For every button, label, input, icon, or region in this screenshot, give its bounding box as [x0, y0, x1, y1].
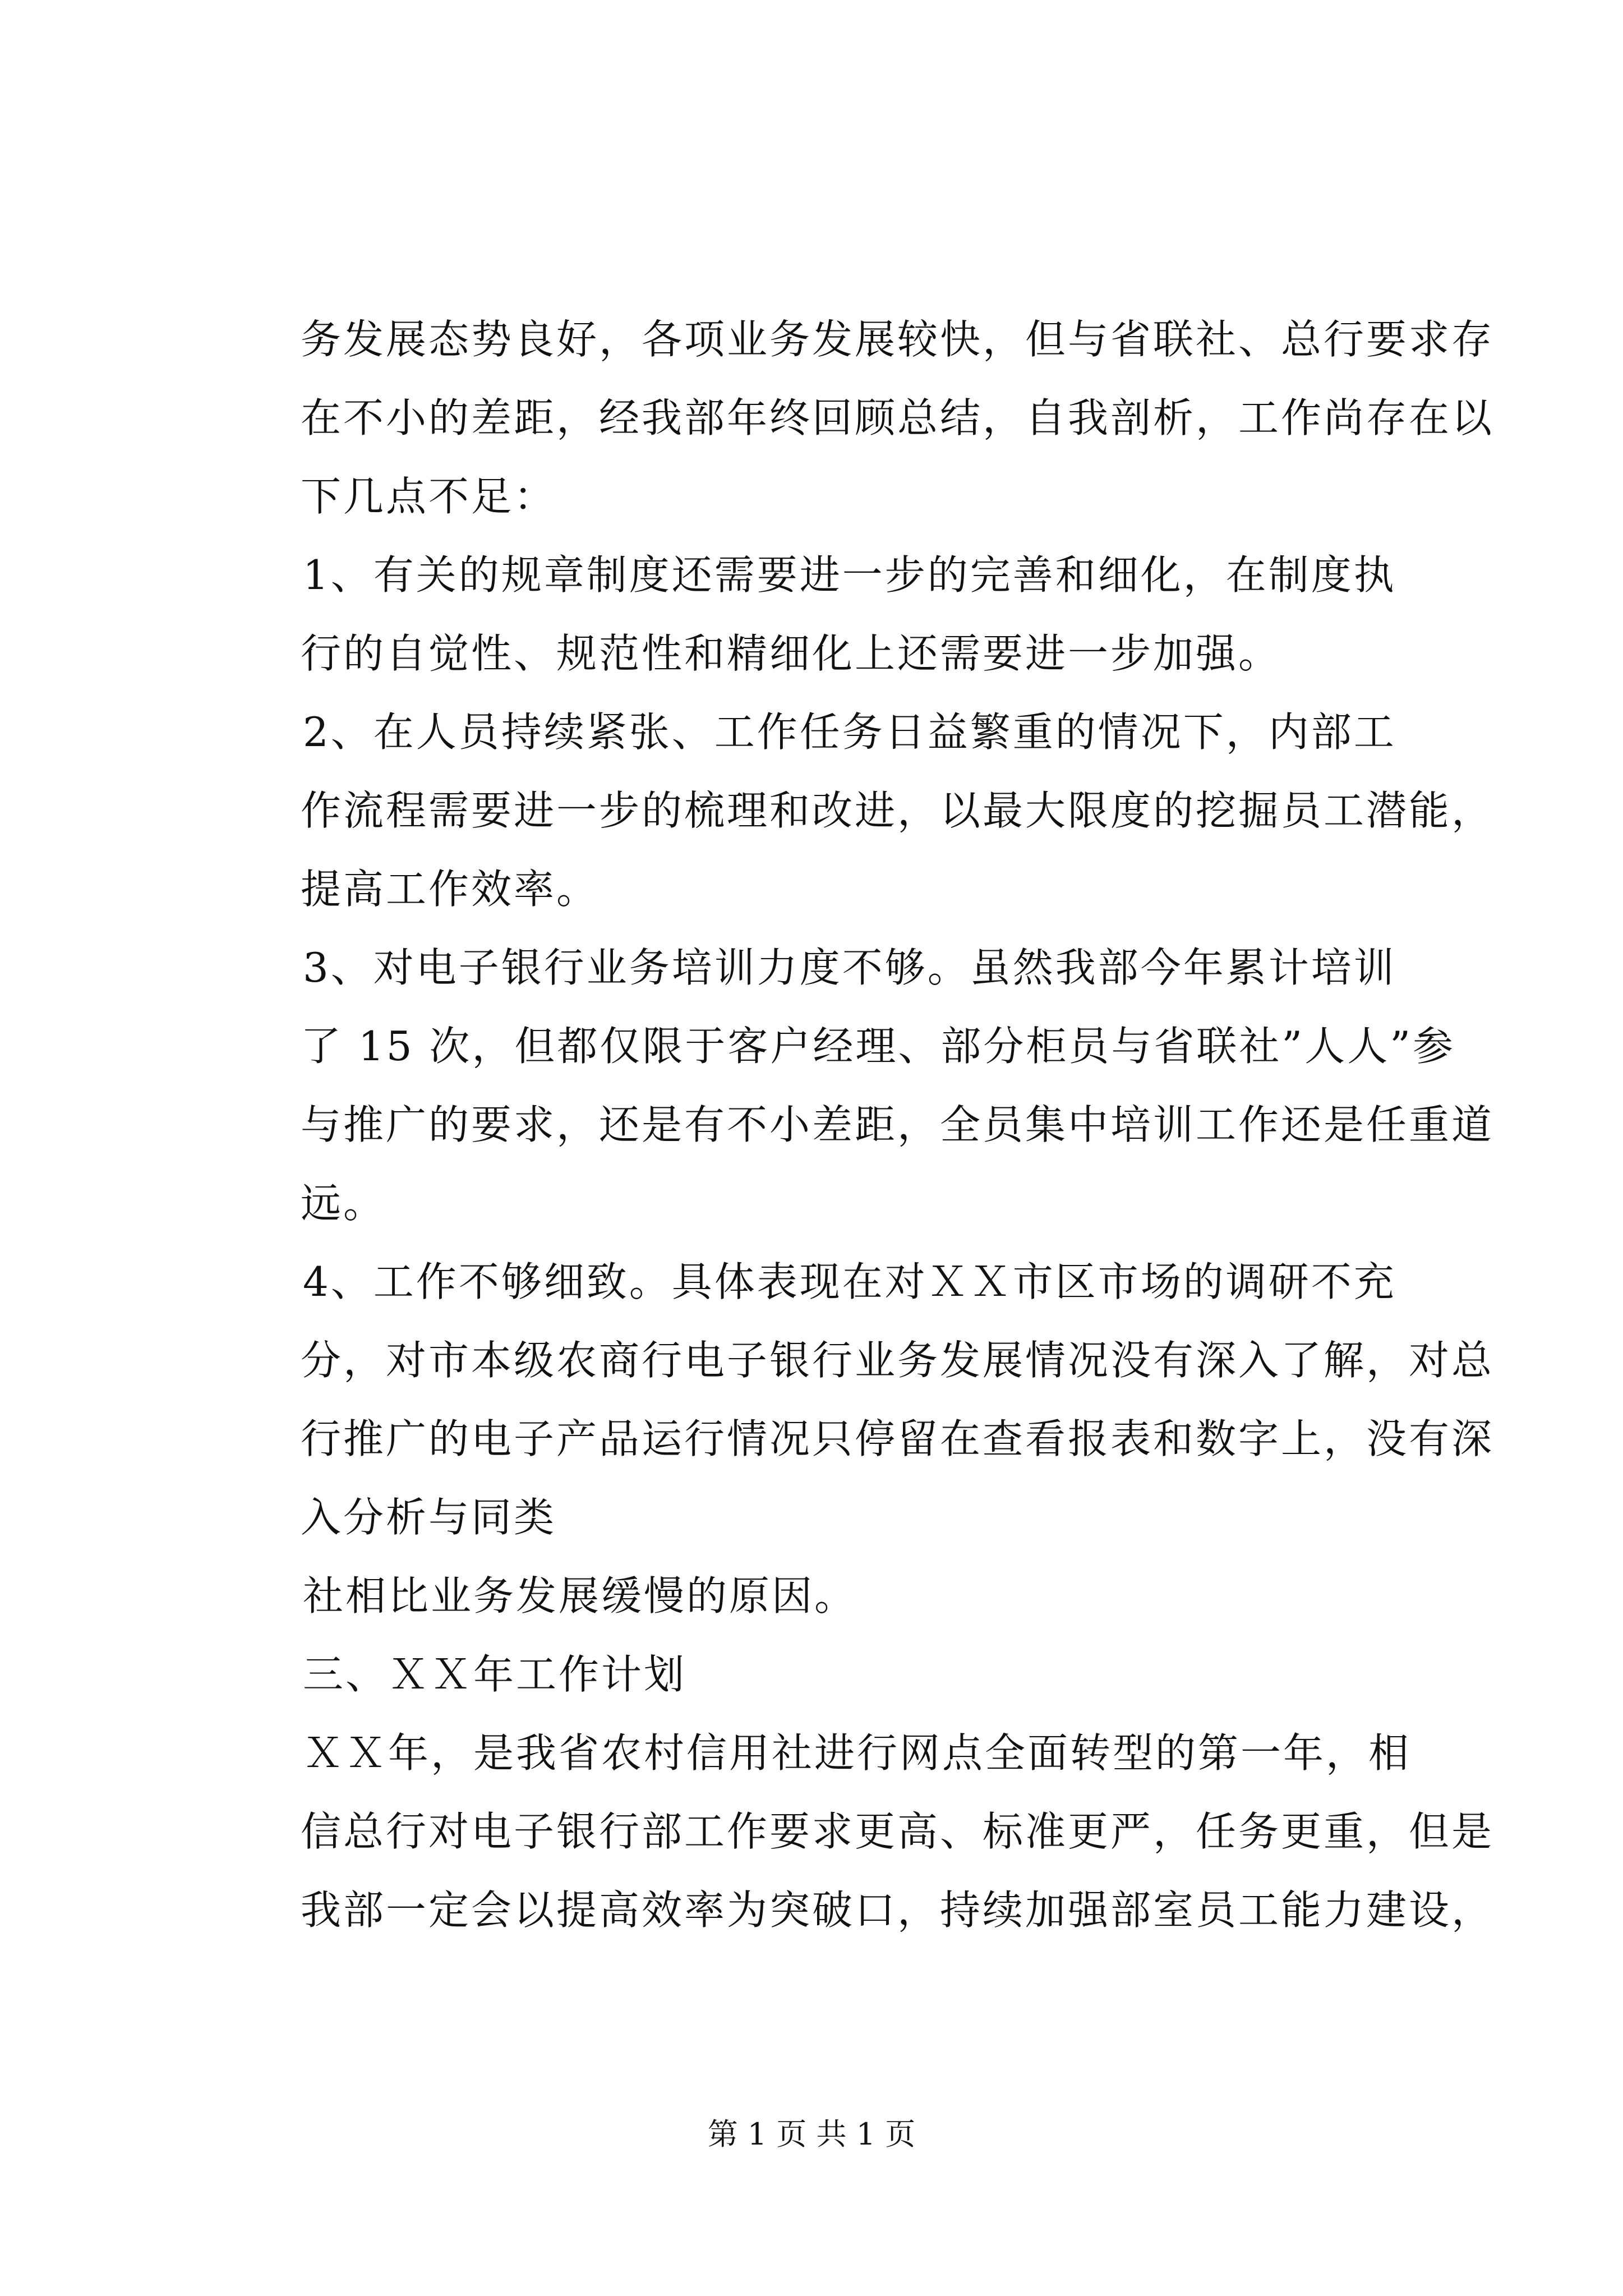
text-line-12: 远。 [301, 1180, 386, 1227]
text-line-17: 社相比业务发展缓慢的原因。 [303, 1572, 857, 1619]
text-line-20: 信总行对电子银行部工作要求更高、标准更严，任务更重，但是 [301, 1808, 1495, 1855]
text-line-8: 提高工作效率。 [301, 866, 600, 913]
text-line-14: 分，对市本级农商行电子银行业务发展情况没有深入了解，对总 [301, 1337, 1495, 1384]
text-line-13: 4、工作不够细致。具体表现在对ＸＸ市区市场的调研不充 [303, 1258, 1396, 1305]
text-line-5: 行的自觉性、规范性和精细化上还需要进一步加强。 [301, 630, 1281, 677]
text-line-4 [303, 536, 1424, 614]
text-line-10: 了 15 次，但都仅限于客户经理、部分柜员与省联社”人人”参 [301, 1023, 1456, 1070]
text-line-6: 2、在人员持续紧张、工作任务日益繁重的情况下，内部工 [303, 708, 1396, 756]
text-line-19: ＸＸ年，是我省农村信用社进行网点全面转型的第一年，相 [303, 1729, 1412, 1777]
text-line-9: 3、对电子银行业务培训力度不够。虽然我部今年累计培训 [303, 944, 1396, 991]
text-line-16: 入分析与同类 [301, 1494, 557, 1541]
text-line-15: 行推广的电子产品运行情况只停留在查看报表和数字上，没有深 [301, 1415, 1495, 1462]
section-heading: 三、ＸＸ年工作计划 [303, 1651, 687, 1698]
text-line-1: 务发展态势良好，各项业务发展较快，但与省联社、总行要求存 [301, 316, 1495, 363]
text-line-21: 我部一定会以提高效率为突破口，持续加强部室员工能力建设， [301, 1887, 1495, 1934]
text-line-11: 与推广的要求，还是有不小差距，全员集中培训工作还是任重道 [301, 1101, 1495, 1148]
page-footer: 第 1 页 共 1 页 [707, 2116, 916, 2152]
text-line-3: 下几点不足： [301, 473, 557, 520]
text-line-2: 在不小的差距，经我部年终回顾总结，自我剖析，工作尚存在以 [301, 394, 1495, 441]
text-line-7: 作流程需要进一步的梳理和改进，以最大限度的挖掘员工潜能， [301, 787, 1495, 834]
paragraph-1-start: 1、有关的规章制度还需要进一步的完善和细化，在制度执 [303, 551, 1396, 599]
